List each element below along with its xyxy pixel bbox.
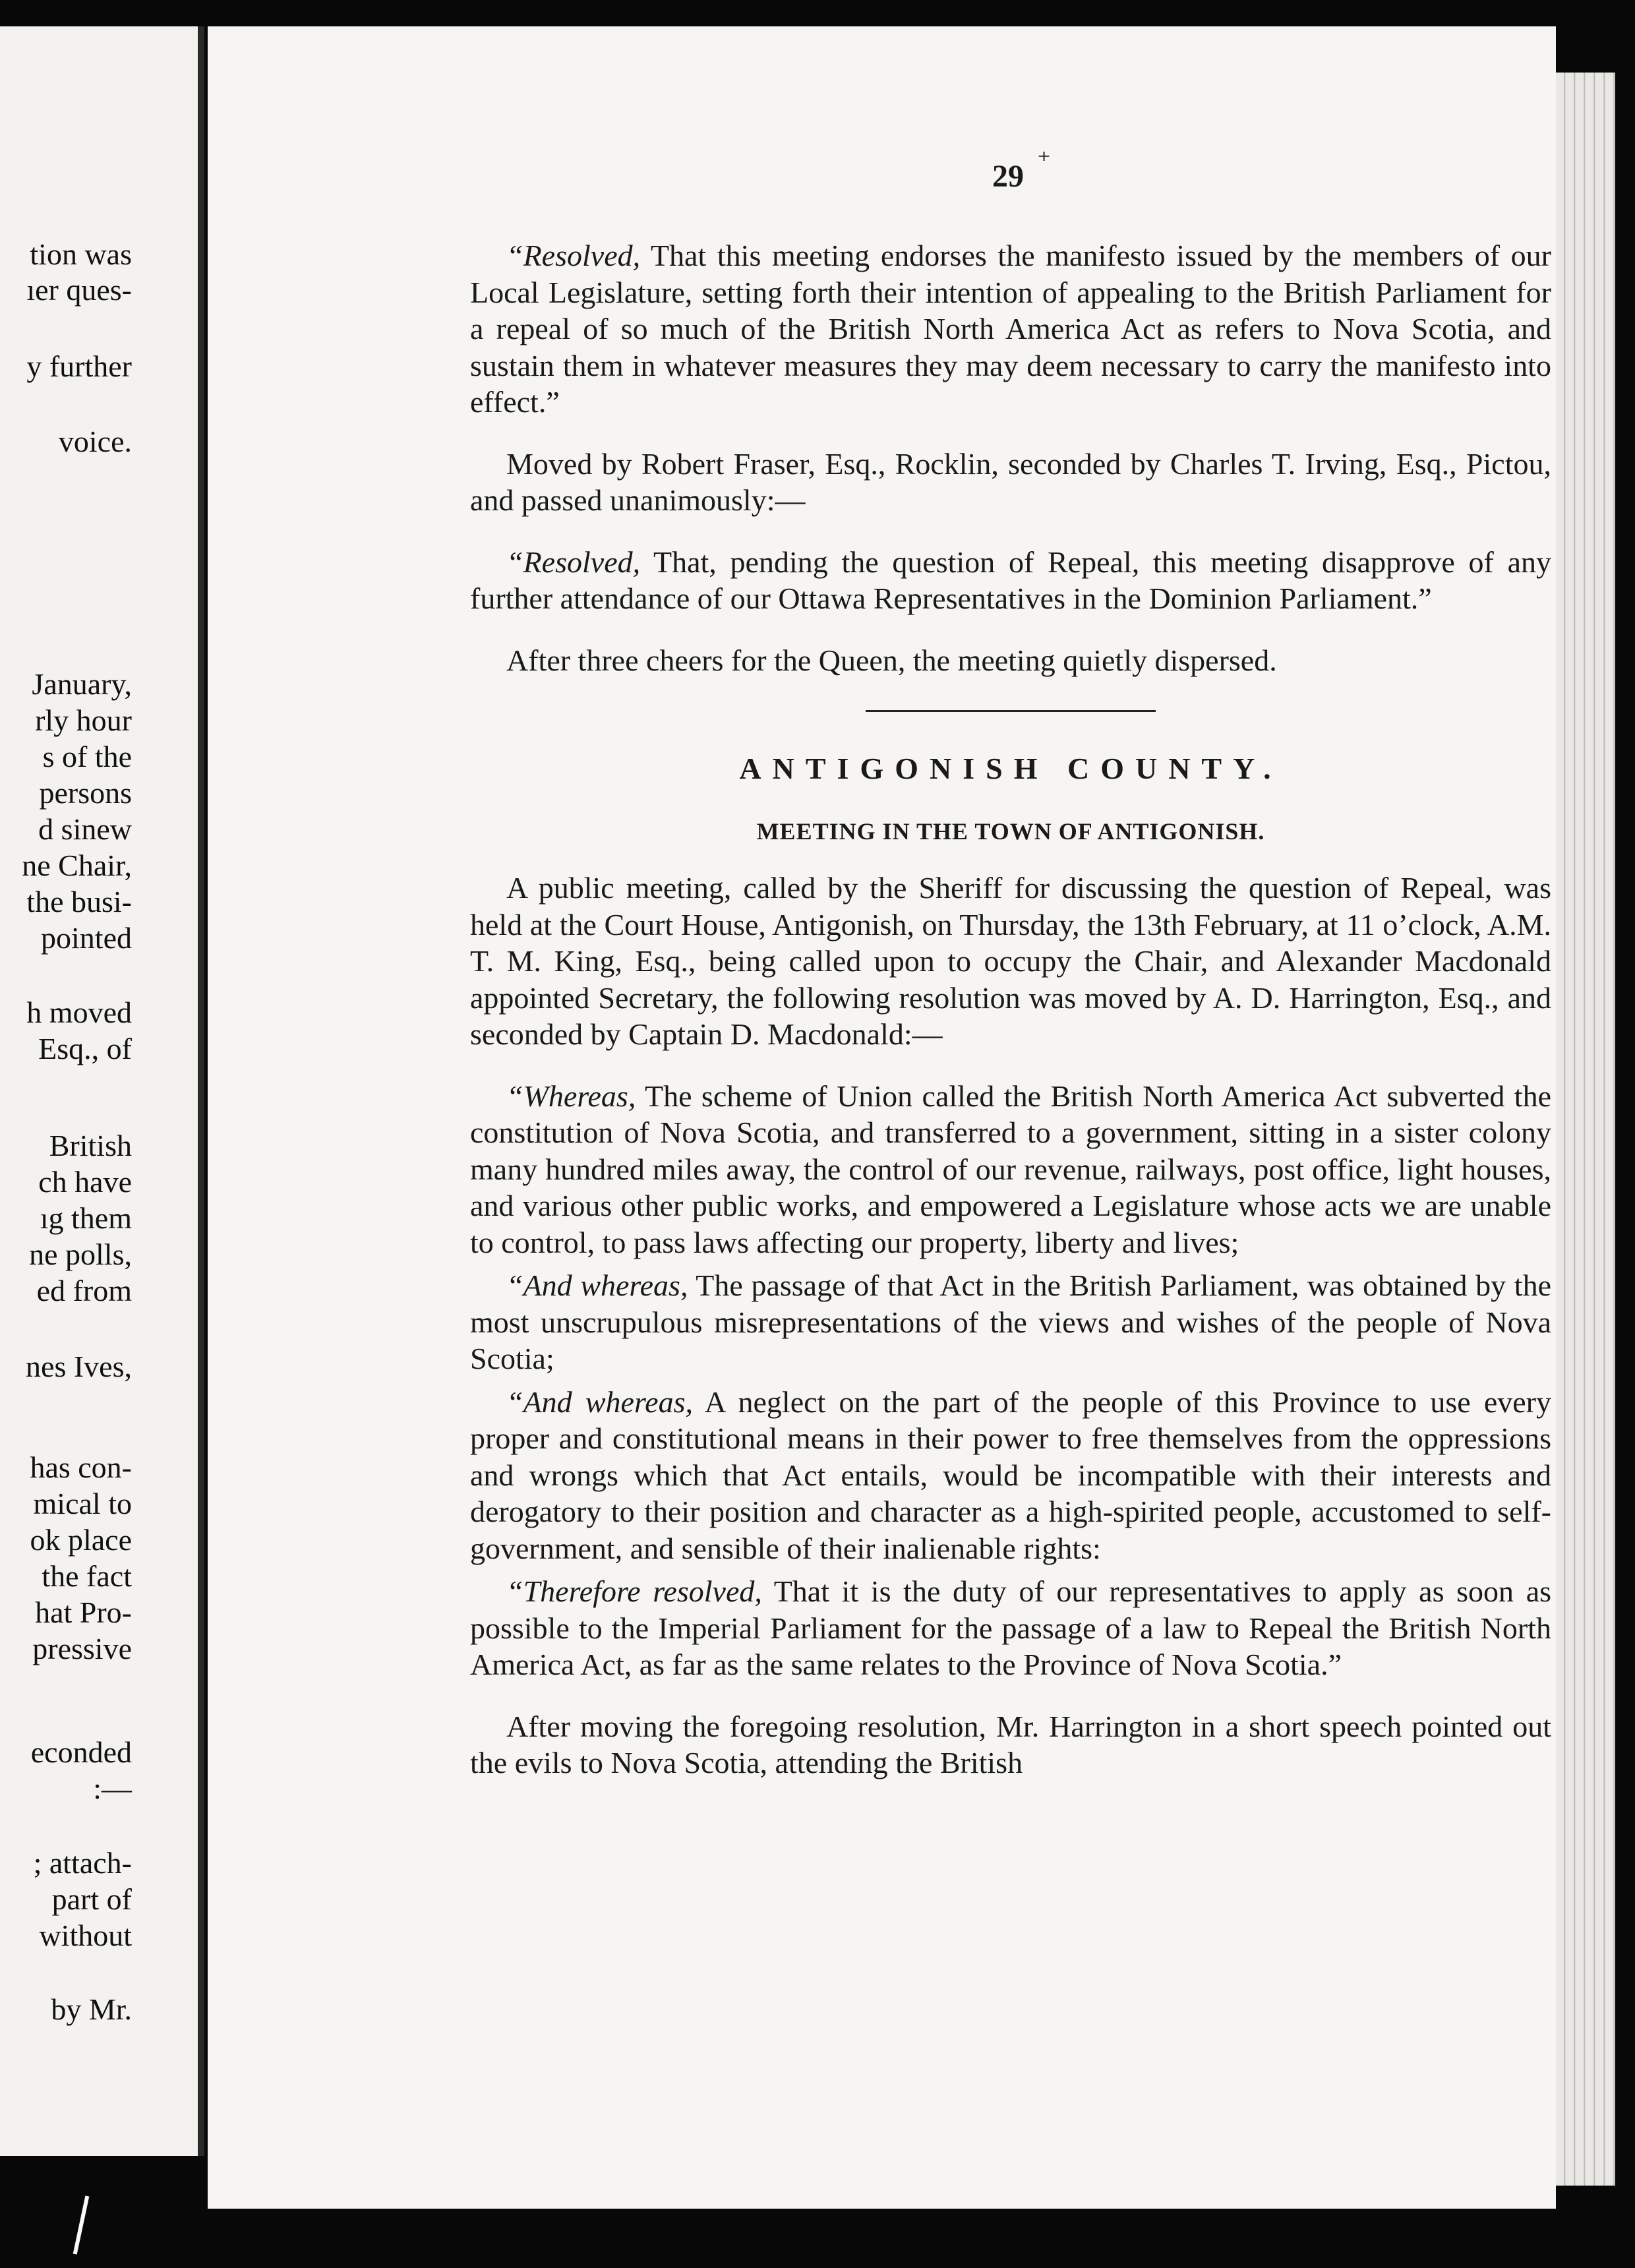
resolution-paragraph: [470, 1384, 1551, 1567]
left-text-fragment: ; attach-: [33, 1846, 132, 1880]
resolution-text: That, pending the question of Repeal, this meeting disapprove of any further attendance of our Ottawa Representatives in the Dominion Parliament.”: [470, 545, 1551, 615]
resolution-lead: “And whereas,: [506, 1268, 688, 1302]
resolution-text: That it is the duty of our representatives to apply as soon as possible to the Imperial Parliament for the passage of a law to Repeal the British North America Act, as far as the same relates to the Province of Nova Scotia.”: [470, 1574, 1552, 1681]
resolution-paragraph: [470, 237, 1551, 421]
resolution-text: The passage of that Act in the British Parliament, was obtained by the most unscrupulous misrepresentations of the views and wishes of the people of Nova Scotia;: [470, 1268, 1551, 1375]
left-text-fragment: ne polls,: [29, 1238, 132, 1271]
pencil-mark-icon: ⁺: [1037, 146, 1052, 175]
left-text-fragment: persons: [39, 776, 132, 810]
page-stack-edge: [1556, 73, 1615, 2186]
scan-artifact: [73, 2195, 90, 2254]
left-text-fragment: ne Chair,: [22, 849, 132, 882]
left-text-fragment: ok place: [30, 1523, 132, 1557]
section-divider: [866, 710, 1156, 712]
resolution-text: The scheme of Union called the British North America Act subverted the constitution of Nova Scotia, and transferred to a government, sitting in a sister colony many hundred miles away, the control of our revenue, railways, post office, light houses, and various other public works, and empowered a Legislature whose acts we are unable to control, to pass laws affecting our property, liberty and lives;: [470, 1079, 1551, 1259]
left-text-fragment: the busi-: [26, 885, 132, 918]
left-text-fragment: voice.: [58, 425, 132, 458]
left-text-fragment: mical to: [33, 1487, 132, 1520]
page-number: 29: [992, 159, 1024, 194]
resolution-paragraph: [470, 1078, 1551, 1261]
county-heading: ANTIGONISH COUNTY.: [739, 752, 1282, 785]
book-page: [208, 26, 1556, 2209]
left-text-fragment: ıg them: [40, 1201, 132, 1235]
left-text-fragment: :—: [93, 1772, 132, 1805]
left-text-fragment: by Mr.: [51, 1992, 132, 2026]
resolution-lead: “Therefore resolved,: [506, 1574, 762, 1608]
resolution-lead: “Whereas,: [506, 1079, 636, 1113]
left-text-fragment: without: [39, 1919, 132, 1952]
left-text-fragment: s of the: [42, 740, 132, 773]
left-text-fragment: pointed: [41, 921, 132, 955]
resolution-lead: “Resolved,: [506, 545, 641, 579]
resolution-text: A neglect on the part of the people of this Province to use every proper and constitutional means in their power to free themselves from the oppressions and wrongs which that Act entails, would be incompatible with their interests and derogatory to their position and character as a high-spirited people, accustomed to self-government, and sensible of their inalienable rights:: [470, 1385, 1551, 1565]
left-text-fragment: rly hour: [35, 703, 132, 737]
speech-paragraph: After moving the foregoing resolution, Mr. Harrington in a short speech pointed out the evils to Nova Scotia, attending the British: [470, 1709, 1551, 1779]
left-text-fragment: ed from: [36, 1274, 132, 1307]
motion-paragraph: Moved by Robert Fraser, Esq., Rocklin, seconded by Charles T. Irving, Esq., Pictou, and passed unanimously:—: [470, 446, 1551, 517]
left-text-fragment: hat Pro-: [35, 1596, 132, 1629]
page-text-column: [470, 237, 1551, 1781]
resolution-lead: “And whereas,: [506, 1385, 693, 1419]
resolution-lead: “Resolved,: [506, 239, 641, 272]
closing-paragraph: After three cheers for the Queen, the meeting quietly dispersed.: [506, 643, 1277, 677]
resolution-paragraph: [470, 1267, 1551, 1377]
left-text-fragment: January,: [32, 667, 132, 701]
left-text-fragment: d sinew: [38, 812, 132, 846]
left-text-fragment: ch have: [38, 1165, 132, 1199]
left-text-fragment: econded: [30, 1735, 132, 1769]
left-text-fragment: pressive: [32, 1632, 132, 1665]
left-text-fragment: part of: [51, 1882, 132, 1916]
left-text-fragment: has con-: [30, 1450, 132, 1484]
left-text-fragment: the fact: [42, 1559, 132, 1593]
left-text-fragment: ıer ques-: [26, 273, 132, 307]
meeting-paragraph: A public meeting, called by the Sheriff for discussing the question of Repeal, was held at the Court House, Antigonish, on Thursday, the 13th February, at 11 o’clock, A.M. T. M. King, Esq., being called upon to occupy the Chair, and Alexander Macdonald appointed Secretary, the following resolution was moved by A. D. Harrington, Esq., and seconded by Captain D. Macdonald:—: [470, 871, 1551, 1051]
left-text-fragment: h moved: [26, 996, 132, 1029]
left-text-fragment: tion was: [30, 237, 132, 271]
left-text-fragment: y further: [26, 349, 132, 383]
resolution-paragraph: [470, 544, 1551, 617]
resolution-text: That this meeting endorses the manifesto issued by the members of our Local Legislature, setting forth their intention of appealing to the British Parliament for a repeal of so much of the British North America Act as refers to Nova Scotia, and sustain them in whatever measures they may deem necessary to carry the manifesto into effect.”: [470, 239, 1551, 419]
left-text-fragment: nes Ives,: [26, 1350, 132, 1383]
resolution-paragraph: [470, 1573, 1551, 1683]
left-facing-page: [0, 26, 204, 2156]
meeting-heading: MEETING IN THE TOWN OF ANTIGONISH.: [756, 818, 1265, 845]
left-text-fragment: Esq., of: [38, 1032, 132, 1065]
left-text-fragment: British: [49, 1129, 132, 1162]
